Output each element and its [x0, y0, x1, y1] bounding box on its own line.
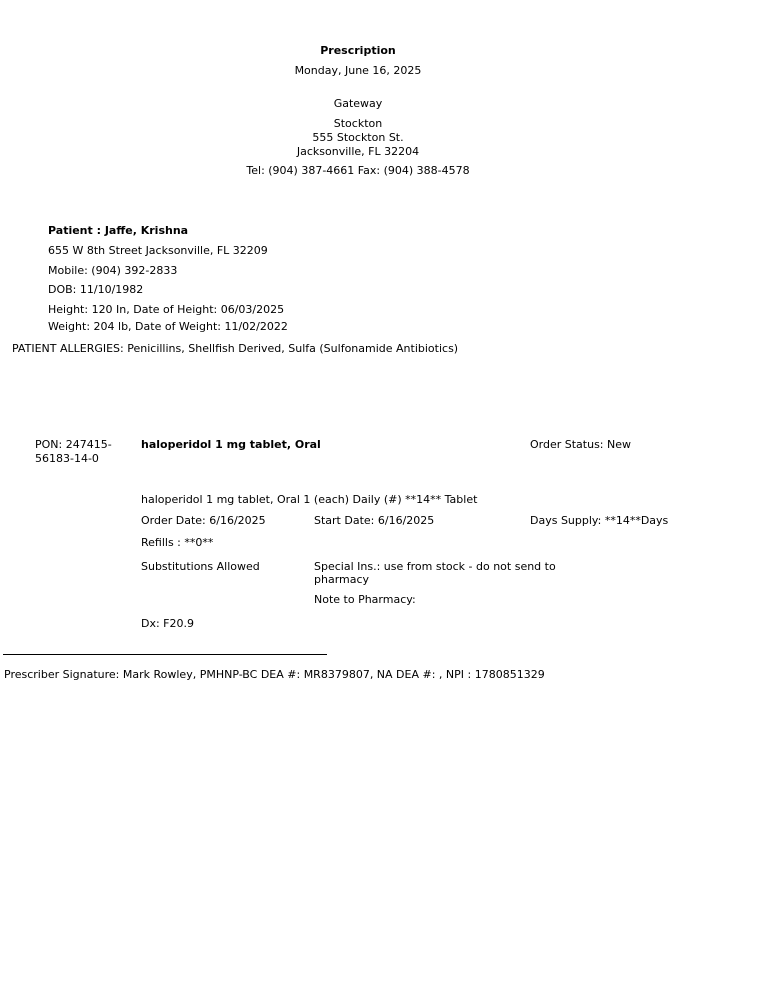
- note-to-pharmacy: Note to Pharmacy:: [314, 593, 416, 606]
- patient-dob: DOB: 11/10/1982: [48, 283, 144, 296]
- patient-allergies: PATIENT ALLERGIES: Penicillins, Shellfish Derived, Sulfa (Sulfonamide Antibiotics): [12, 342, 459, 355]
- order-status: Order Status: New: [530, 438, 632, 451]
- patient-weight: Weight: 204 lb, Date of Weight: 11/02/2022: [48, 320, 288, 333]
- pharmacy-street: 555 Stockton St.: [312, 131, 404, 144]
- pharmacy-city-state-zip: Jacksonville, FL 32204: [296, 145, 420, 158]
- signature-line: [3, 654, 327, 655]
- drug-sig: haloperidol 1 mg tablet, Oral 1 (each) Daily (#) **14** Tablet: [141, 493, 478, 506]
- patient-address: 655 W 8th Street Jacksonville, FL 32209: [48, 244, 268, 257]
- substitutions: Substitutions Allowed: [141, 560, 260, 573]
- start-date: Start Date: 6/16/2025: [314, 514, 435, 527]
- refills: Refills : **0**: [141, 536, 214, 549]
- patient-mobile: Mobile: (904) 392-2833: [48, 264, 178, 277]
- pon-number-line1: PON: 247415-: [35, 438, 112, 451]
- special-instructions-line2: pharmacy: [314, 573, 370, 586]
- prescriber-signature: Prescriber Signature: Mark Rowley, PMHNP-BC DEA #: MR8379807, NA DEA #: , NPI : 1780851329: [4, 668, 545, 681]
- pharmacy-phone-fax: Tel: (904) 387-4661 Fax: (904) 388-4578: [246, 164, 470, 177]
- pharmacy-location: Stockton: [333, 117, 383, 130]
- special-instructions-line1: Special Ins.: use from stock - do not send to: [314, 560, 556, 573]
- patient-height: Height: 120 In, Date of Height: 06/03/2025: [48, 303, 285, 316]
- document-date: Monday, June 16, 2025: [294, 64, 422, 77]
- diagnosis-code: Dx: F20.9: [141, 617, 195, 630]
- days-supply: Days Supply: **14**Days: [530, 514, 669, 527]
- document-title: Prescription: [320, 44, 396, 57]
- pharmacy-name: Gateway: [333, 97, 383, 110]
- pon-number-line2: 56183-14-0: [35, 452, 99, 465]
- drug-name: haloperidol 1 mg tablet, Oral: [141, 438, 321, 451]
- order-date: Order Date: 6/16/2025: [141, 514, 266, 527]
- patient-name: Patient : Jaffe, Krishna: [48, 224, 189, 237]
